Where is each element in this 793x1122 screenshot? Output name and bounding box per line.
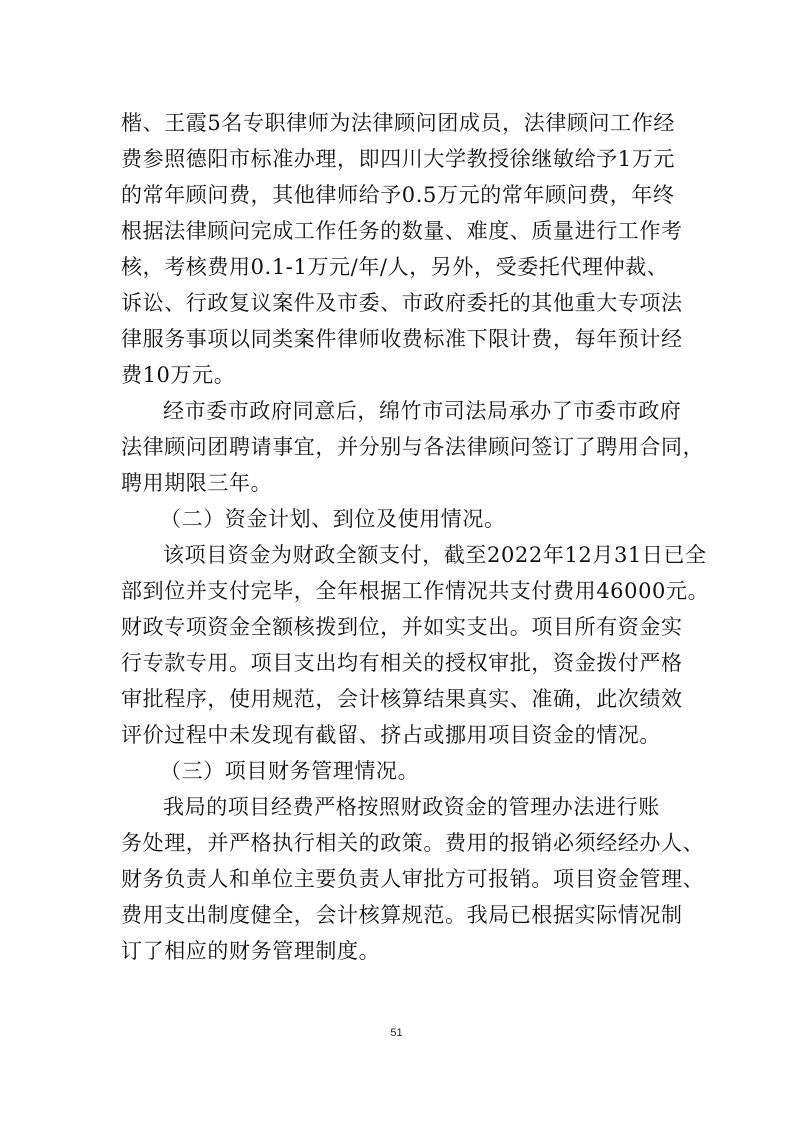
text-line: 部到位并支付完毕，全年根据工作情况共支付费用46000元。 <box>121 579 710 603</box>
text-line: 财政专项资金全额核拨到位，并如实支出。项目所有资金实 <box>121 615 683 639</box>
text-line: 评价过程中未发现有截留、挤占或挪用项目资金的情况。 <box>121 723 661 747</box>
text-line: 核，考核费用0.1-1万元/年/人，另外，受委托代理仲裁、 <box>121 255 669 279</box>
text-line: 务处理，并严格执行相关的政策。费用的报销必须经经办人、 <box>121 831 705 855</box>
text-line: 的常年顾问费，其他律师给予0.5万元的常年顾问费，年终 <box>121 183 675 207</box>
section-heading: （三）项目财务管理情况。 <box>160 759 420 783</box>
page-number: 51 <box>390 1027 403 1039</box>
text-line: 费参照德阳市标准办理，即四川大学教授徐继敏给予1万元 <box>121 147 675 171</box>
text-line: 楷、王霞5名专职律师为法律顾问团成员，法律顾问工作经 <box>121 111 675 135</box>
text-line: 审批程序，使用规范，会计核算结果真实、准确，此次绩效 <box>121 687 683 711</box>
text-line: 订了相应的财务管理制度。 <box>121 939 381 963</box>
text-line: 诉讼、行政复议案件及市委、市政府委托的其他重大专项法 <box>121 291 683 315</box>
text-line: 财务负责人和单位主要负责人审批方可报销。项目资金管理、 <box>121 867 705 891</box>
text-line: 律服务事项以同类案件律师收费标准下限计费，每年预计经 <box>121 327 683 351</box>
text-line: 法律顾问团聘请事宜，并分别与各法律顾问签订了聘用合同， <box>121 435 705 459</box>
text-line: 费10万元。 <box>121 363 236 387</box>
text-line: 费用支出制度健全，会计核算规范。我局已根据实际情况制 <box>121 903 683 927</box>
paragraph-first-line: 我局的项目经费严格按照财政资金的管理办法进行账 <box>163 795 660 819</box>
text-line: 行专款专用。项目支出均有相关的授权审批，资金拨付严格 <box>121 651 683 675</box>
paragraph-first-line: 该项目资金为财政全额支付，截至2022年12月31日已全 <box>163 543 707 567</box>
text-line: 聘用期限三年。 <box>121 471 273 495</box>
section-heading: （二）资金计划、到位及使用情况。 <box>160 507 506 531</box>
paragraph-first-line: 经市委市政府同意后，绵竹市司法局承办了市委市政府 <box>163 399 682 423</box>
text-line: 根据法律顾问完成工作任务的数量、难度、质量进行工作考 <box>121 219 683 243</box>
